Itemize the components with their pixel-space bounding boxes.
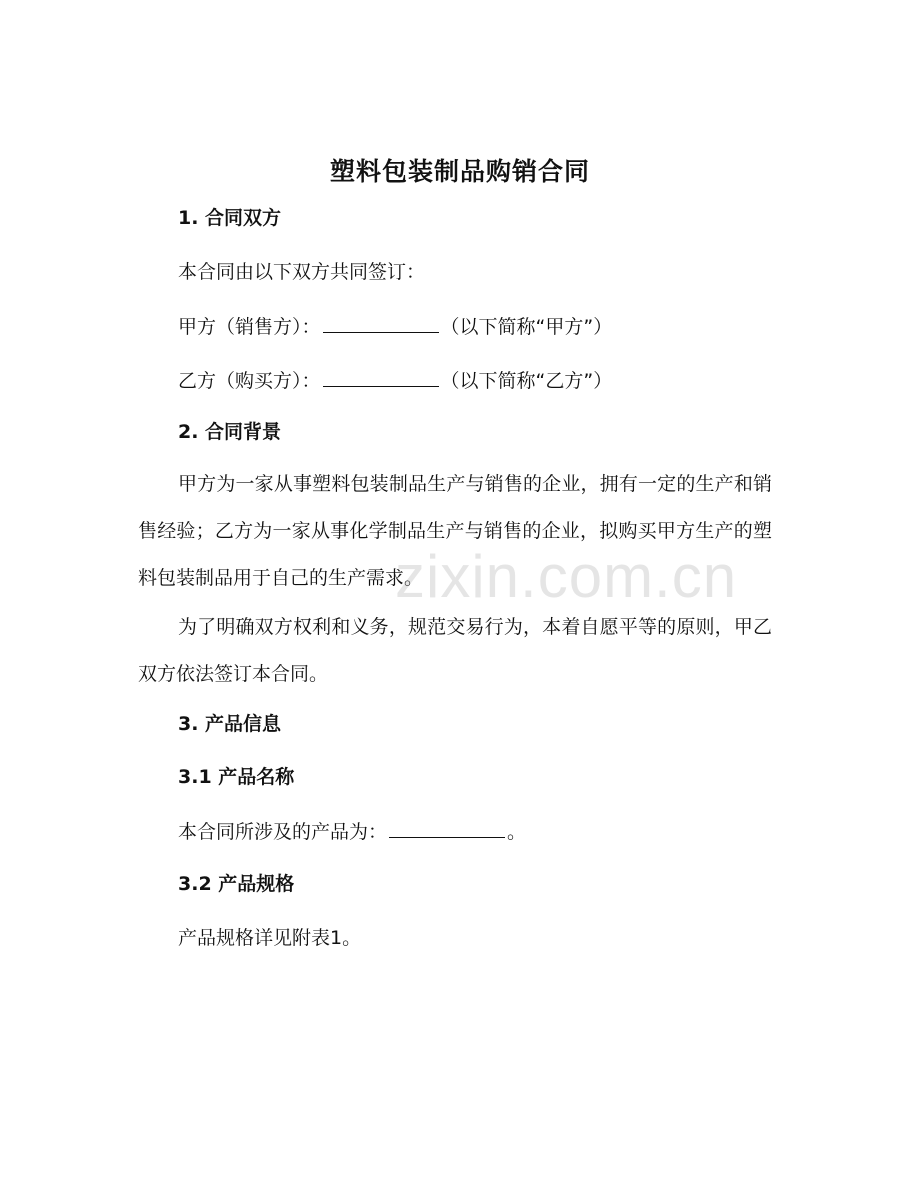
- section-3-1-heading: 3.1 产品名称: [178, 766, 295, 788]
- party-a-line: [178, 312, 612, 340]
- product-spec-text: 产品规格详见附表1。: [178, 927, 362, 949]
- section-3-2-heading: 3.2 产品规格: [178, 873, 295, 895]
- party-b-suffix: （以下简称“乙方”）: [440, 370, 613, 392]
- party-a-blank: [323, 312, 439, 333]
- section-2-paragraph-2: 为了明确双方权利和义务，规范交易行为，本着自愿平等的原则，甲乙双方依法签订本合同。: [138, 616, 772, 685]
- party-a-label: 甲方（销售方）：: [178, 316, 321, 338]
- section-1-heading: 1. 合同双方: [178, 207, 282, 229]
- section-2-heading: 2. 合同背景: [178, 421, 282, 443]
- party-b-line: [178, 366, 612, 394]
- section-1-intro: 本合同由以下双方共同签订：: [178, 261, 426, 283]
- product-name-blank: [389, 817, 505, 838]
- section-2-paragraph-1: 甲方为一家从事塑料包装制品生产与销售的企业，拥有一定的生产和销售经验；乙方为一家从事化学制品生产与销售的企业，拟购买甲方生产的塑料包装制品用于自己的生产需求。: [138, 473, 772, 589]
- product-name-line: [178, 817, 526, 845]
- party-b-label: 乙方（购买方）：: [178, 370, 321, 392]
- product-name-label: 本合同所涉及的产品为：: [178, 821, 388, 843]
- document-title: 塑料包装制品购销合同: [329, 157, 590, 186]
- product-name-suffix: 。: [507, 821, 527, 843]
- party-a-suffix: （以下简称“甲方”）: [440, 316, 613, 338]
- party-b-blank: [323, 366, 439, 387]
- watermark: zixin.com.cn: [395, 543, 738, 610]
- section-3-heading: 3. 产品信息: [178, 713, 282, 735]
